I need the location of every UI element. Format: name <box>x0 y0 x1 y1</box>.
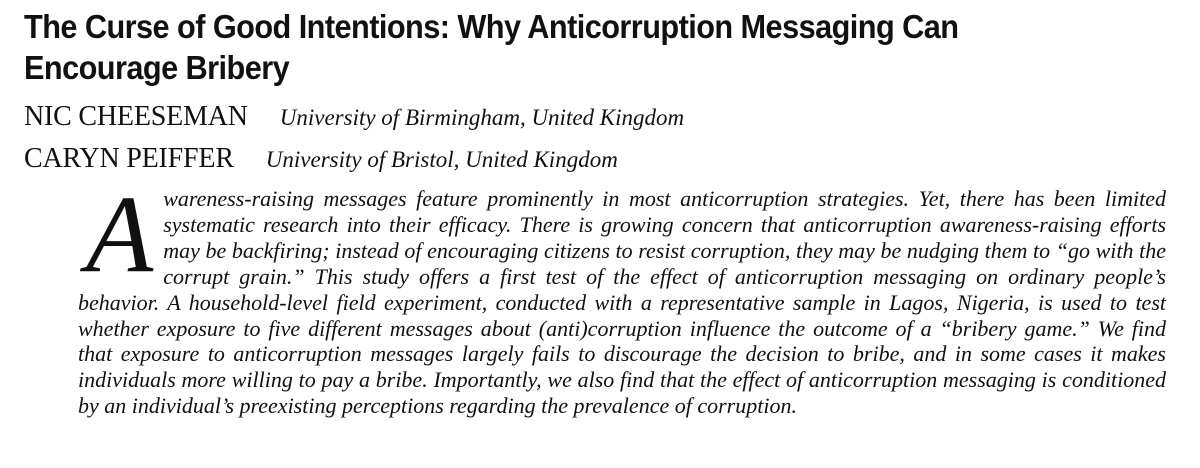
author-line-2 <box>24 142 618 176</box>
author-affiliation-1: University of Birmingham, United Kingdom <box>279 105 685 130</box>
paper-title: The Curse of Good Intentions: Why Anticorruption Messaging Can Encourage Bribery <box>24 8 959 86</box>
abstract-drop-cap: A <box>86 173 154 295</box>
author-name-2: CARYN PEIFFER <box>24 143 234 174</box>
author-name-1: NIC CHEESEMAN <box>24 101 248 132</box>
abstract-text: wareness-raising messages feature prominently in most anticorruption strategies. Yet, there has been limited systematic research into their efficacy. There is growing concern that anticorruption awareness-raising efforts may be backfiring; instead of encouraging citizens to resist corruption, they may be nudging them to “go with the corrupt grain.” This study offers a first test of the effect of anticorruption messaging on ordinary people’s behavior. A household-level field experiment, conducted with a representative sample in Lagos, Nigeria, is used to test whether exposure to five different messages about (anti)corruption influence the outcome of a “bribery game.” We find that exposure to anticorruption messages largely fails to discourage the decision to bribe, and in some cases it makes individuals more willing to pay a bribe. Importantly, we also find that the effect of anticorruption messaging is conditioned by an individual’s preexisting perceptions regarding the prevalence of corruption. <box>78 186 1166 419</box>
author-affiliation-2: University of Bristol, United Kingdom <box>265 147 618 172</box>
author-line-1 <box>24 100 684 134</box>
abstract <box>78 173 1166 419</box>
